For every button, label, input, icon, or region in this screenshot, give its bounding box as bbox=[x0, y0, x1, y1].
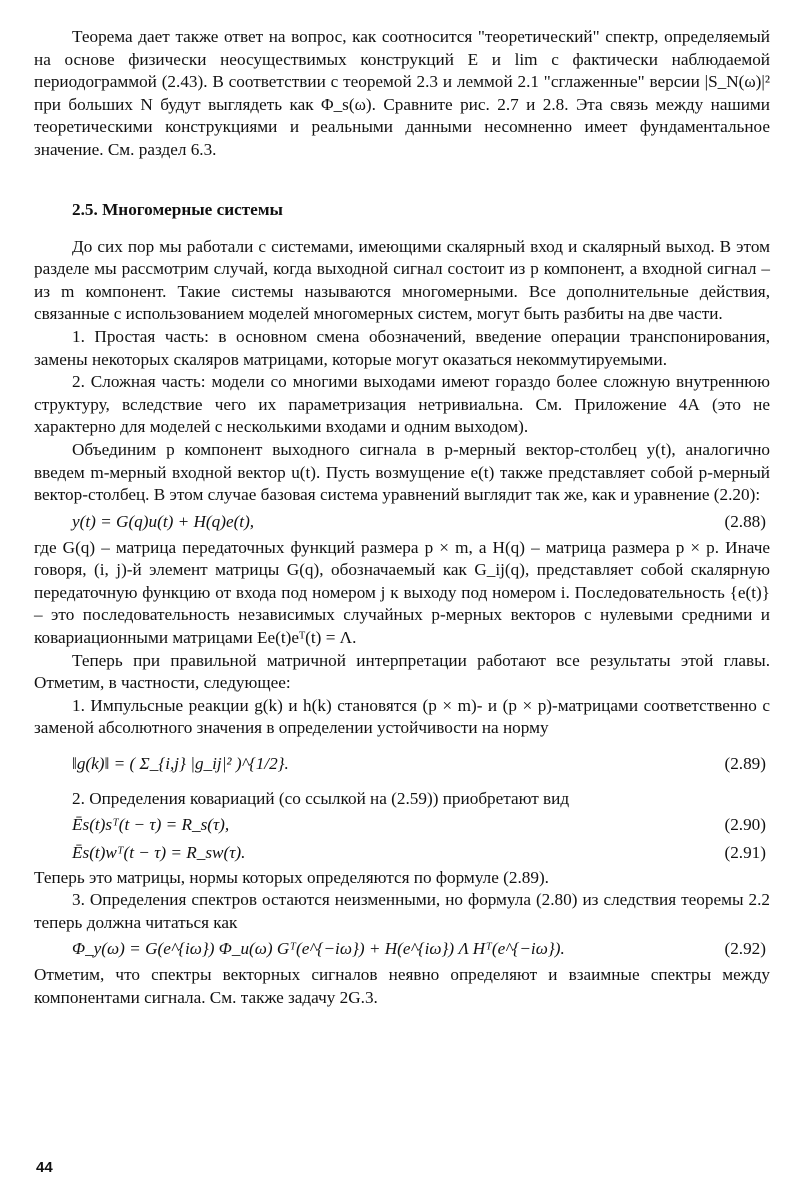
equation-expression: ‖g(k)‖ = ( Σ_{i,j} |g_ij|² )^{1/2}. bbox=[72, 754, 289, 774]
equation-number: (2.88) bbox=[724, 511, 766, 531]
paragraph-theorem: Теорема дает также ответ на вопрос, как соотносится "теоретический" спектр, определяемый на основе физически неосуществимых конструкций E и lim с фактически наблюдаемой периодограммой (2.43). В соответствии с теоремой 2.3 и леммой 2.1 "сглаженные" версии |S_N(ω)|² при больших N будут выглядеть как Φ_s(ω). Сравните рис. 2.7 и 2.8. Эта связь между нашими теоретическими конструкциями и реальными данными несомненно имеет фундаментальное значение. См. раздел 6.3. bbox=[34, 27, 770, 159]
paragraph-intro: До сих пор мы работали с системами, имеющими скалярный вход и скалярный выход. В этом разделе мы рассмотрим случай, когда выходной сигнал состоит из p компонент, а входной сигнал – из m компонент. Такие системы называются многомерными. Все дополнительные действия, связанные с использованием моделей многомерных систем, могут быть разбиты на две части. bbox=[34, 236, 770, 324]
list-item-3: 3. Определения спектров остаются неизменными, но формула (2.80) из следствия теоремы 2.2 теперь должна читаться как bbox=[34, 890, 770, 932]
equation-2-91 bbox=[34, 839, 770, 867]
paragraph-complex-part: 2. Сложная часть: модели со многими выходами имеют гораздо более сложную внутреннюю структуру, вследствие чего их параметризация нетривиальна. См. Приложение 4А (это не характерно для моделей с несколькими входами и одним выходом). bbox=[34, 372, 770, 437]
equation-number: (2.90) bbox=[724, 814, 766, 834]
equation-number: (2.92) bbox=[724, 939, 766, 959]
page-body bbox=[34, 26, 770, 1010]
equation-2-92 bbox=[34, 934, 770, 964]
equation-number: (2.91) bbox=[724, 842, 766, 862]
section-title: 2.5. Многомерные системы bbox=[72, 199, 283, 219]
page-number: 44 bbox=[36, 1159, 53, 1176]
list-item-2: 2. Определения ковариаций (со ссылкой на (2.59)) приобретают вид bbox=[72, 789, 570, 809]
paragraph-simple-part: 1. Простая часть: в основном смена обозначений, введение операции транспонирования, замены некоторых скаляров матрицами, которые могут оказаться некоммутируемыми. bbox=[34, 326, 770, 369]
paragraph-where: где G(q) – матрица передаточных функций размера p × m, а H(q) – матрица размера p × p. Иначе говоря, (i, j)-й элемент матрицы G(q), обозначаемый как G_ij(q), представляет собой скалярную передаточную функцию от входа под номером j к выходу под номером i. Последовательность {e(t)} – это последовательность независимых случайных p-мерных векторов с нулевыми средними и ковариационными матрицами Ee(t)eᵀ(t) = Λ. bbox=[34, 537, 770, 648]
equation-2-89 bbox=[34, 740, 770, 788]
paragraph-combine: Объединим p компонент выходного сигнала в p-мерный вектор-столбец y(t), аналогично введем m-мерный входной вектор u(t). Пусть возмущение e(t) также представляет собой p-мерный вектор-столбец. В этом случае базовая система уравнений выглядит так же, как и уравнение (2.20): bbox=[34, 439, 770, 505]
equation-expression: Ēs(t)wᵀ(t − τ) = R_sw(τ). bbox=[72, 842, 246, 862]
equation-expression: Ēs(t)sᵀ(t − τ) = R_s(τ), bbox=[72, 814, 230, 834]
paragraph-matrices: Теперь это матрицы, нормы которых определяются по формуле (2.89). bbox=[34, 867, 549, 887]
equation-expression: Φ_y(ω) = G(e^{iω}) Φ_u(ω) Gᵀ(e^{−iω}) + H(e^{iω}) Λ Hᵀ(e^{−iω}). bbox=[72, 939, 565, 959]
paragraph-now: Теперь при правильной матричной интерпретации работают все результаты этой главы. Отметим, в частности, следующее: bbox=[34, 650, 770, 693]
paragraph-final: Отметим, что спектры векторных сигналов неявно определяют и взаимные спектры между компонентами сигнала. См. также задачу 2G.3. bbox=[34, 965, 770, 1007]
equation-number: (2.89) bbox=[724, 754, 766, 774]
equation-2-90 bbox=[34, 811, 770, 839]
equation-expression: y(t) = G(q)u(t) + H(q)e(t), bbox=[72, 511, 255, 531]
equation-2-88 bbox=[34, 507, 770, 537]
list-item-1: 1. Импульсные реакции g(k) и h(k) становятся (p × m)- и (p × p)-матрицами соответственно с заменой абсолютного значения в определении устойчивости на норму bbox=[34, 695, 770, 738]
